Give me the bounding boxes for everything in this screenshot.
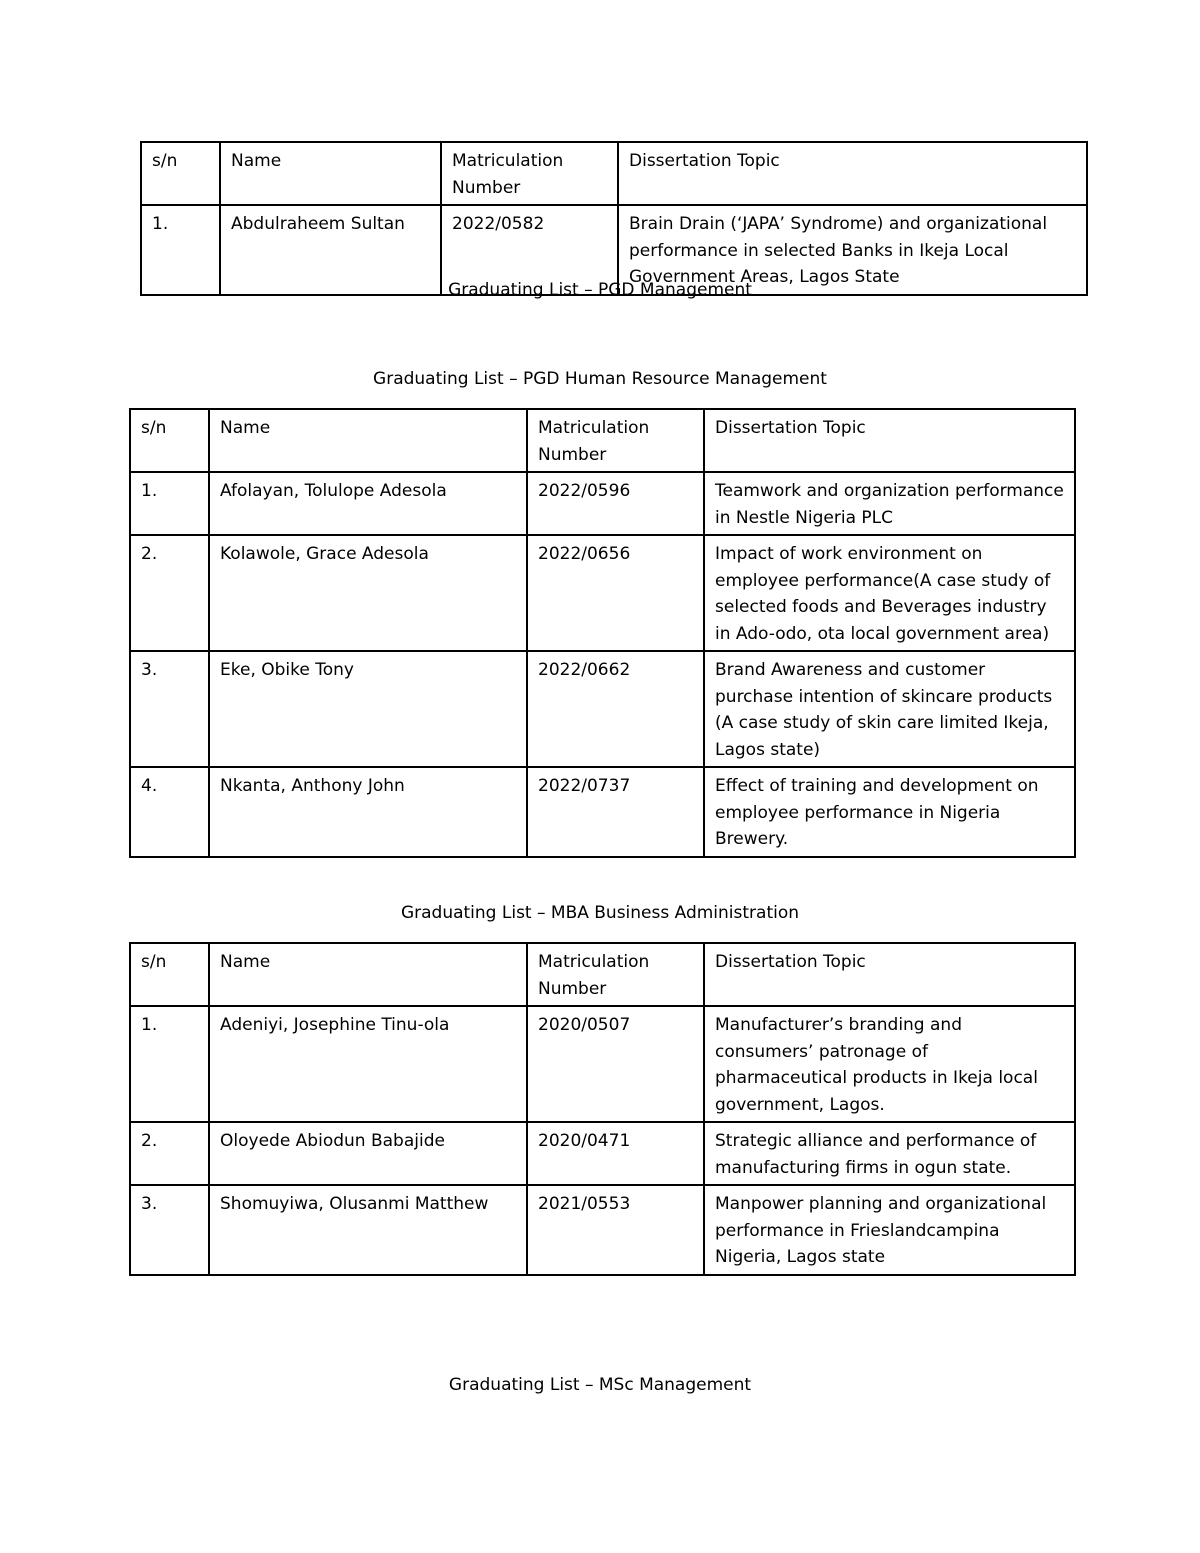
pgd-hrm-table (129, 408, 1076, 858)
table-row (130, 767, 1075, 857)
cell-sn: 1. (130, 1006, 209, 1122)
cell-matric: 2022/0656 (527, 535, 704, 651)
cell-topic: Brand Awareness and customer purchase intention of skincare products (A case study of skin care limited Ikeja, Lagos state) (704, 651, 1075, 767)
header-matric: Matriculation Number (527, 943, 704, 1006)
cell-sn: 2. (130, 1122, 209, 1185)
cell-name: Afolayan, Tolulope Adesola (209, 472, 527, 535)
cell-matric: 2022/0662 (527, 651, 704, 767)
cell-topic: Brain Drain (‘JAPA’ Syndrome) and organizational performance in selected Banks in Ikeja Local Government Areas, Lagos State (618, 205, 1087, 295)
table-row (130, 472, 1075, 535)
cell-matric: 2021/0553 (527, 1185, 704, 1275)
header-matric: Matriculation Number (527, 409, 704, 472)
cell-name: Abdulraheem Sultan (220, 205, 441, 295)
table-row (130, 535, 1075, 651)
cell-topic: Teamwork and organization performance in Nestle Nigeria PLC (704, 472, 1075, 535)
header-topic: Dissertation Topic (704, 409, 1075, 472)
cell-sn: 1. (130, 472, 209, 535)
caption-pgd-management: Graduating List – PGD Management (448, 280, 752, 300)
cell-matric: 2020/0471 (527, 1122, 704, 1185)
cell-sn: 1. (141, 205, 220, 295)
table-header-row (130, 409, 1075, 472)
cell-matric: 2022/0737 (527, 767, 704, 857)
cell-topic: Strategic alliance and performance of manufacturing firms in ogun state. (704, 1122, 1075, 1185)
cell-topic: Manpower planning and organizational performance in Frieslandcampina Nigeria, Lagos state (704, 1185, 1075, 1275)
cell-topic: Manufacturer’s branding and consumers’ patronage of pharmaceutical products in Ikeja local government, Lagos. (704, 1006, 1075, 1122)
header-matric: Matriculation Number (441, 142, 618, 205)
cell-name: Nkanta, Anthony John (209, 767, 527, 857)
table-row (130, 1185, 1075, 1275)
caption-msc-management: Graduating List – MSc Management (448, 1375, 752, 1395)
cell-name: Eke, Obike Tony (209, 651, 527, 767)
cell-name: Shomuyiwa, Olusanmi Matthew (209, 1185, 527, 1275)
table-row (130, 1006, 1075, 1122)
header-name: Name (209, 943, 527, 1006)
cell-name: Adeniyi, Josephine Tinu-ola (209, 1006, 527, 1122)
header-sn: s/n (130, 943, 209, 1006)
caption-mba: Graduating List – MBA Business Administration (400, 903, 800, 923)
header-name: Name (209, 409, 527, 472)
header-topic: Dissertation Topic (618, 142, 1087, 205)
cell-topic: Impact of work environment on employee performance(A case study of selected foods and Beverages industry in Ado-odo, ota local government area) (704, 535, 1075, 651)
caption-pgd-hrm: Graduating List – PGD Human Resource Management (373, 369, 827, 389)
cell-matric: 2022/0582 (441, 205, 618, 295)
table-row (130, 1122, 1075, 1185)
table-header-row (141, 142, 1087, 205)
cell-matric: 2022/0596 (527, 472, 704, 535)
mba-table (129, 942, 1076, 1276)
cell-sn: 3. (130, 651, 209, 767)
cell-sn: 4. (130, 767, 209, 857)
cell-matric: 2020/0507 (527, 1006, 704, 1122)
cell-name: Kolawole, Grace Adesola (209, 535, 527, 651)
pgd-management-table (140, 141, 1088, 296)
table-row (130, 651, 1075, 767)
cell-topic: Effect of training and development on employee performance in Nigeria Brewery. (704, 767, 1075, 857)
header-topic: Dissertation Topic (704, 943, 1075, 1006)
header-sn: s/n (130, 409, 209, 472)
header-sn: s/n (141, 142, 220, 205)
cell-sn: 2. (130, 535, 209, 651)
cell-sn: 3. (130, 1185, 209, 1275)
table-header-row (130, 943, 1075, 1006)
cell-name: Oloyede Abiodun Babajide (209, 1122, 527, 1185)
header-name: Name (220, 142, 441, 205)
